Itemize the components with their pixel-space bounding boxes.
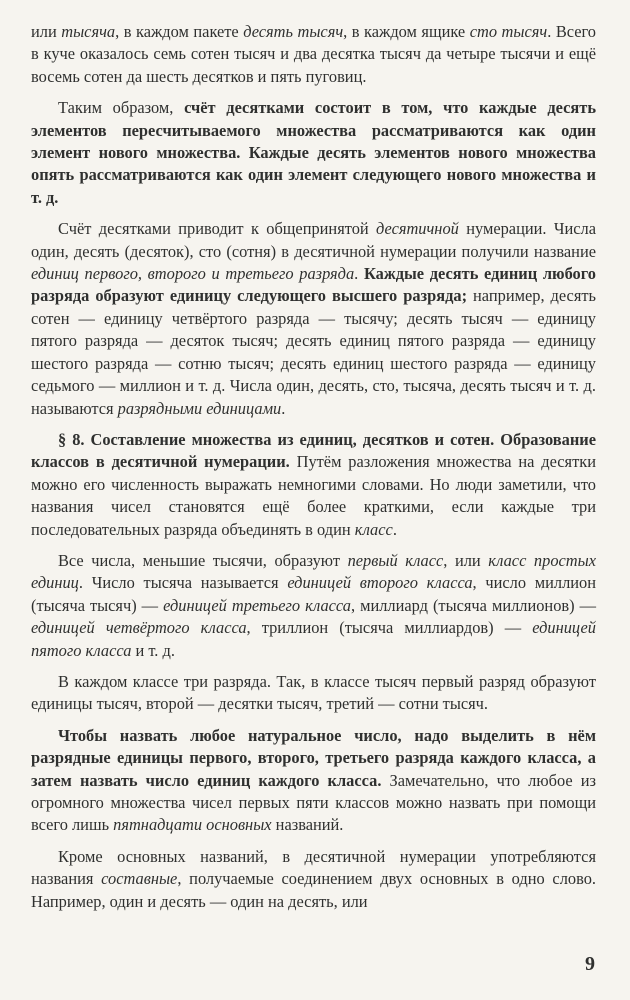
text-run: Все числа, меньшие тысячи, образуют [58, 550, 348, 570]
text-run: . [354, 264, 364, 284]
text-run: или [31, 22, 62, 41]
text-run: В каждом классе три разряда. Так, в классе тысяч первый разряд образуют единицы тысяч, второй — десятки тысяч, третий — сотни тысяч. [31, 671, 596, 714]
text-run: , миллиард (тысяча миллионов) — [350, 595, 596, 615]
paragraph [31, 97, 596, 209]
text-run: Путём разложения множества на десятки можно его численность выражать немногими словами. Но люди заметили, что названия чисел становятся ещё более краткими, если каждые три последовательных разряда объединять в один [31, 452, 596, 539]
bold-text: Чтобы назвать любое натуральное число, надо выделить в нём разрядные единицы первого, второго, третьего разряда каждого класса, а затем назвать число единиц каждого класса. [31, 725, 596, 790]
text-run: , или [443, 550, 489, 570]
text-run: Кроме основных названий, в десятичной нумерации употребляются названия [31, 846, 596, 889]
page-number: 9 [585, 953, 595, 975]
text-run: названий. [271, 815, 344, 835]
paragraph [31, 429, 596, 541]
italic-term: тысяча [61, 22, 116, 41]
paragraph [31, 846, 596, 913]
text-run: . Всего в куче оказалось семь сотен тысяч и два десятка тысяч да четыре тысячи и ещё восемь сотен да шесть десятков и пять пуговиц. [31, 22, 597, 86]
text-run: , число миллион (тысяча тысяч) — [31, 573, 597, 615]
paragraph [31, 218, 596, 420]
bold-text: счёт десятками состоит в том, что каждые десять элементов пересчитываемого множества рассматриваются как один элемент нового множества. Каждые десять элементов нового множества опять рассматриваются как один элемент следующего нового множества и т. д. [31, 98, 596, 207]
italic-term: сто тысяч [469, 22, 548, 41]
text-run: например, десять сотен — единицу четвёртого разряда — тысячу; десять тысяч — единицу пятого разряда — десяток тысяч; десять единиц пятого разряда — единицу шестого разряда — сотню тысяч; десять единиц шестого разряда — единицу седьмого — миллион и т. д. Числа один, десять, сто, тысяча, десять тысяч и т. д. называются [31, 286, 597, 418]
text-run: . [281, 398, 286, 418]
italic-term: единицей второго класса [287, 573, 473, 593]
text-run: , триллион (тысяча миллиардов) — [246, 618, 533, 638]
paragraph [31, 725, 596, 837]
italic-term: разрядными единицами [117, 398, 282, 418]
page-text [31, 21, 596, 913]
italic-term: десять тысяч [243, 22, 344, 41]
bold-text: Каждые десять единиц любого разряда образуют единицу следующего высшего разряда; [31, 264, 596, 306]
italic-term: класс простых единиц [31, 550, 596, 593]
text-run: Таким образом, [58, 98, 185, 118]
text-run: Счёт десятками приводит к общепринятой [58, 219, 377, 239]
italic-term: составные [101, 869, 178, 889]
text-run: . [392, 519, 397, 539]
text-run: , в каждом ящике [343, 22, 470, 41]
text-run: Замечательно, что любое из огромного множества чисел первых пяти классов можно назвать при помощи всего лишь [31, 770, 596, 835]
bold-text: § 8. Составление множества из единиц, десятков и сотен. Образование классов в десятичной нумерации. [31, 429, 596, 472]
text-run: , в каждом пакете [115, 22, 244, 41]
text-run: . Число тысяча называется [78, 573, 288, 593]
text-run: и т. д. [131, 640, 175, 660]
italic-term: единицей третьего класса [163, 595, 351, 615]
paragraph [31, 550, 596, 662]
paragraph [31, 21, 596, 88]
italic-term: первый класс [347, 550, 444, 570]
italic-term: единиц первого, второго и третьего разряда [31, 264, 355, 284]
italic-term: десятичной [376, 219, 459, 239]
italic-term: единицей пятого класса [31, 618, 596, 660]
italic-term: класс [354, 519, 393, 539]
text-run: , получаемые соединением двух основных в одно слово. Например, один и десять — один на десять, или [31, 869, 597, 911]
text-run: нумерации. Числа один, десять (десяток), сто (сотня) в десятичной нумерации получили название [31, 219, 596, 261]
paragraph [31, 671, 596, 716]
italic-term: единицей четвёртого класса [31, 618, 247, 638]
italic-term: пятнадцати основных [113, 815, 272, 835]
